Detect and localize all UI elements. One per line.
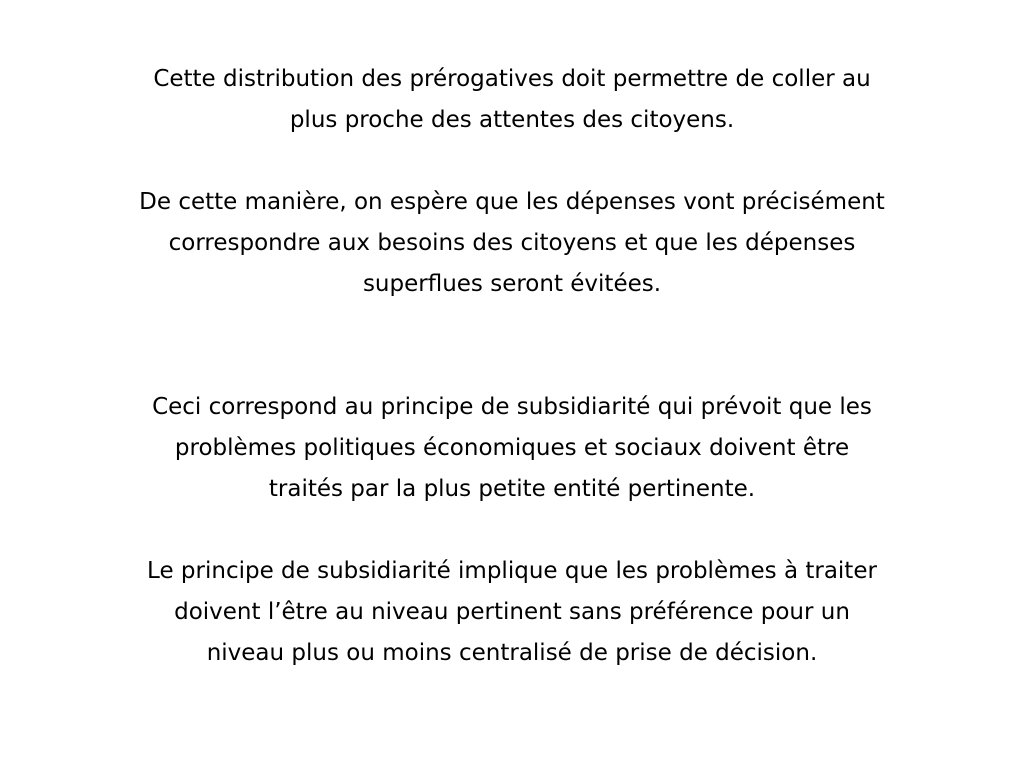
paragraph-subsidiarite-implique <box>50 551 974 674</box>
paragraph-principe-subsidiarite <box>50 387 974 510</box>
paragraph-line: Le principe de subsidiarité implique que les problèmes à traiter <box>147 558 877 584</box>
paragraph-line: superflues seront évitées. <box>362 271 662 297</box>
paragraph-line: correspondre aux besoins des citoyens et que les dépenses <box>168 230 856 256</box>
paragraph-line: problèmes politiques économiques et sociaux doivent être <box>174 435 850 461</box>
paragraph-line: Cette distribution des prérogatives doit permettre de coller au <box>153 66 871 92</box>
paragraph-line: niveau plus ou moins centralisé de prise de décision. <box>206 640 818 666</box>
paragraph-line: doivent l’être au niveau pertinent sans préférence pour un <box>174 599 850 625</box>
paragraph-line: traités par la plus petite entité pertinente. <box>268 476 756 502</box>
paragraph-line: plus proche des attentes des citoyens. <box>289 107 735 133</box>
paragraph-distribution-prerogatives <box>50 59 974 141</box>
paragraph-line: Ceci correspond au principe de subsidiarité qui prévoit que les <box>152 394 872 420</box>
paragraph-line: De cette manière, on espère que les dépenses vont précisément <box>139 189 885 215</box>
paragraph-depenses <box>50 182 974 305</box>
